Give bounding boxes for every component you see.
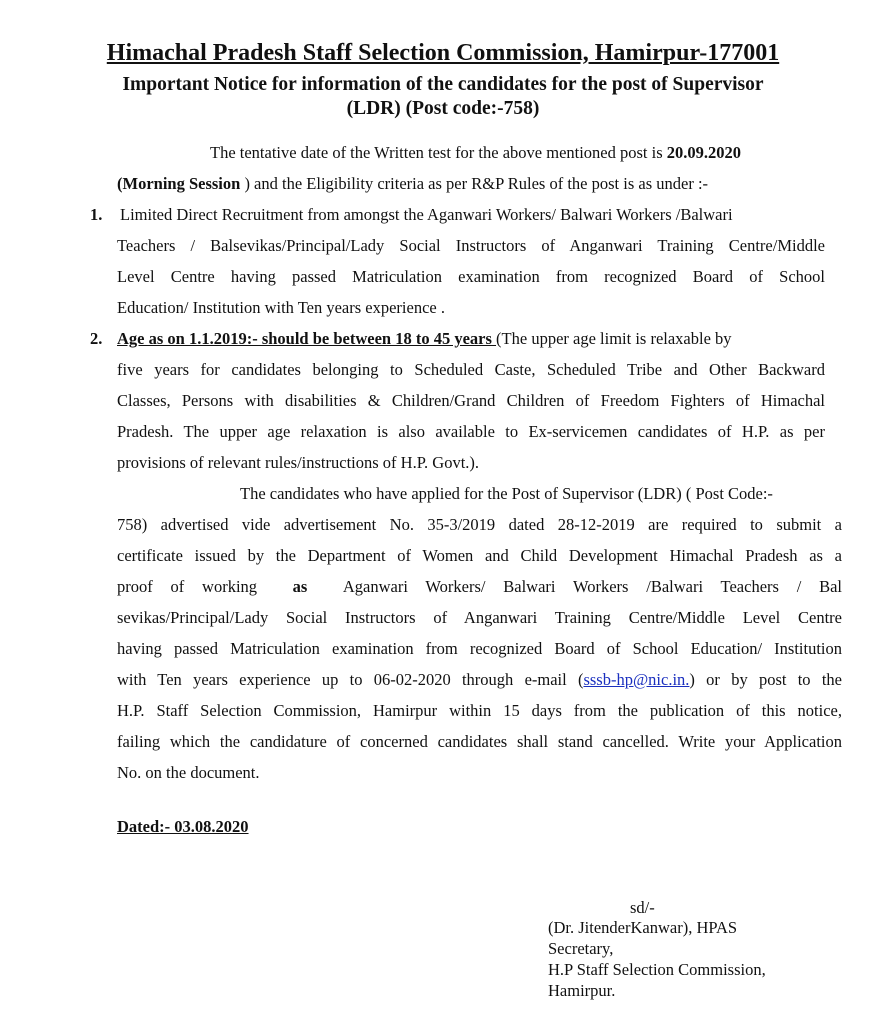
criterion-2-line-5: provisions of relevant rules/instructions of H.P. Govt.). (117, 453, 480, 472)
signatory-designation: Secretary, (548, 939, 614, 958)
body-line-1: The candidates who have applied for the Post of Supervisor (LDR) ( Post Code:- (240, 484, 773, 503)
notice-title: Himachal Pradesh Staff Selection Commission, Hamirpur-177001 (106, 40, 780, 66)
criterion-1-line-2: Teachers / Balsevikas/Principal/Lady Social Instructors of Anganwari Training Centre/Middle (117, 236, 825, 255)
signatory-place: Hamirpur. (548, 981, 616, 1000)
age-criteria-rest: (The upper age limit is relaxable by (496, 329, 732, 348)
session-label: (Morning Session (117, 174, 241, 193)
criterion-2-line-4: Pradesh. The upper age relaxation is also available to Ex-servicemen candidates of H.P. as per (117, 422, 825, 441)
body-as: as (292, 577, 308, 596)
criterion-2-line-2: five years for candidates belonging to Scheduled Caste, Scheduled Tribe and Other Backward (117, 360, 825, 379)
criterion-2-line-1 (117, 329, 732, 349)
body-line-6: having passed Matriculation examination from recognized Board of School Education/ Institution (117, 639, 842, 658)
intro-line-1 (210, 143, 741, 163)
criterion-2-number: 2. (90, 329, 103, 348)
body-line-8: H.P. Staff Selection Commission, Hamirpur within 15 days from the publication of this notice, (117, 701, 842, 720)
email-link[interactable]: sssb-hp@nic.in. (583, 670, 690, 689)
notice-subtitle-line1: Important Notice for information of the candidates for the post of Supervisor (122, 74, 764, 95)
body-line-9: failing which the candidature of concerned candidates shall stand cancelled. Write your Application (117, 732, 842, 751)
body-line-10: No. on the document. (117, 763, 260, 782)
body-line-2: 758) advertised vide advertisement No. 35-3/2019 dated 28-12-2019 are required to submit a (117, 515, 842, 534)
criterion-2-line-3: Classes, Persons with disabilities & Children/Grand Children of Freedom Fighters of Himachal (117, 391, 825, 410)
criterion-1-line-1: Limited Direct Recruitment from amongst the Aganwari Workers/ Balwari Workers /Balwari (120, 205, 733, 224)
dated-label: Dated:- 03.08.2020 (117, 817, 249, 836)
notice-subtitle-line2: (LDR) (Post code:-758) (346, 98, 540, 119)
criterion-1-line-3: Level Centre having passed Matriculation examination from recognized Board of School (117, 267, 825, 286)
signatory-office: H.P Staff Selection Commission, (548, 960, 766, 979)
intro-line-2 (117, 174, 708, 194)
criterion-1-number: 1. (90, 205, 103, 224)
signature-sd: sd/- (630, 898, 655, 917)
age-criteria-heading: Age as on 1.1.2019:- should be between 18 to 45 years (117, 329, 497, 348)
body-line-4: proof of working as Aganwari Workers/ Balwari Workers /Balwari Teachers / Bal (117, 577, 843, 596)
intro-text: The tentative date of the Written test for the above mentioned post is (210, 143, 663, 162)
body-line-3: certificate issued by the Department of Women and Child Development Himachal Pradesh as a (117, 546, 842, 565)
body-line-7: with Ten years experience up to 06-02-2020 through e-mail (sssb-hp@nic.in.) or by post to the (117, 670, 842, 689)
criterion-1-line-4: Education/ Institution with Ten years experience . (117, 298, 445, 317)
intro-line-2-rest: ) and the Eligibility criteria as per R&P Rules of the post is as under :- (244, 174, 709, 193)
signatory-name: (Dr. JitenderKanwar), HPAS (548, 918, 738, 937)
body-line-5: sevikas/Principal/Lady Social Instructors of Anganwari Training Centre/Middle Level Centre (117, 608, 842, 627)
test-date: 20.09.2020 (666, 143, 742, 162)
